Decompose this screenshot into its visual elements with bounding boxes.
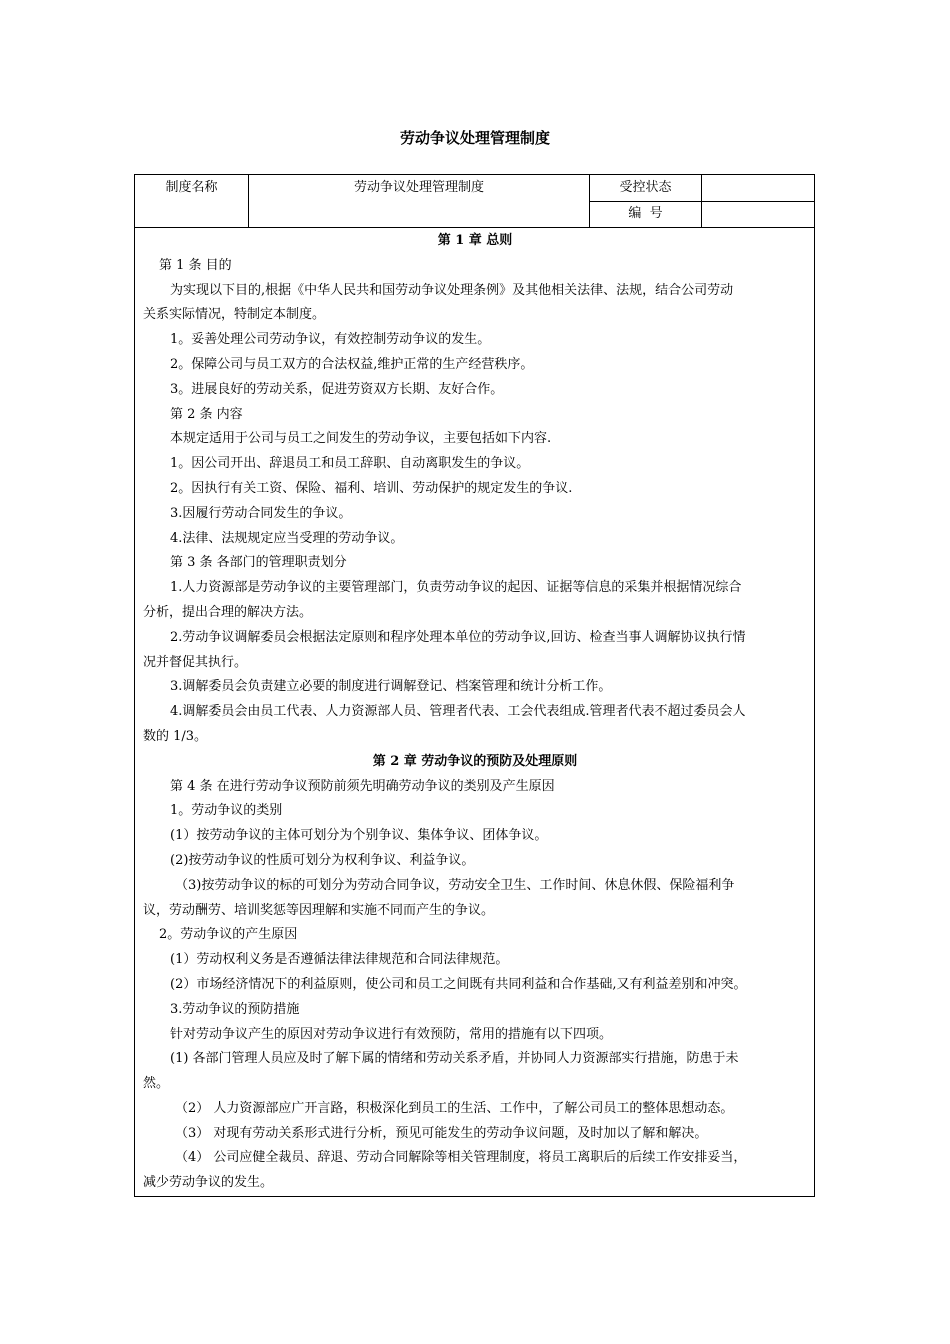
text-line: （4） 公司应健全裁员、辞退、劳动合同解除等相关管理制度，将员工离职后的后续工作安排妥当，	[175, 1150, 747, 1166]
text-line: (1）劳动权利义务是否遵循法律法律规范和合同法律规范。	[170, 952, 509, 968]
text-line: 3.因履行劳动合同发生的争议。	[170, 505, 352, 521]
text-line: 2.劳动争议调解委员会根据法定原则和程序处理本单位的劳动争议,回访、检查当事人调解协议执行情	[170, 629, 746, 645]
text-line: 3.调解委员会负责建立必要的制度进行调解登记、档案管理和统计分析工作。	[170, 679, 612, 695]
text-line: 议，劳动酬劳、培训奖惩等因理解和实施不同而产生的争议。	[143, 902, 495, 918]
text-line: 2。保障公司与员工双方的合法权益,维护正常的生产经营秩序。	[170, 356, 534, 372]
text-line: 减少劳动争议的发生。	[143, 1175, 274, 1191]
text-line: 第 2 条 内容	[170, 406, 243, 422]
text-line: 1。因公司开出、辞退员工和员工辞职、自动离职发生的争议。	[170, 456, 530, 472]
text-line: （3） 对现有劳动关系形式进行分析，预见可能发生的劳动争议问题，及时加以了解和解决。	[175, 1125, 708, 1141]
text-line: 关系实际情况，特制定本制度。	[143, 307, 326, 323]
regulation-table	[134, 174, 815, 1197]
text-line: 然。	[143, 1076, 170, 1092]
name-label: 制度名称	[165, 180, 218, 195]
text-line: 本规定适用于公司与员工之间发生的劳动争议，主要包括如下内容.	[170, 431, 552, 447]
text-line: 为实现以下目的,根据《中华人民共和国劳动争议处理条例》及其他相关法律、法规，结合公司劳动	[170, 282, 734, 298]
text-line: 针对劳动争议产生的原因对劳动争议进行有效预防，常用的措施有以下四项。	[170, 1026, 613, 1042]
status-label: 受控状态	[619, 180, 672, 195]
text-line: 第 1 条 目的	[159, 257, 232, 273]
text-line: (2）市场经济情况下的利益原则，使公司和员工之间既有共同利益和合作基础,又有利益差别和冲突。	[170, 976, 747, 992]
text-line: 3。进展良好的劳动关系，促进劳资双方长期、友好合作。	[170, 381, 504, 397]
text-line: 第 3 条 各部门的管理职责划分	[170, 555, 347, 571]
text-line: 第 4 条 在进行劳动争议预防前须先明确劳动争议的类别及产生原因	[170, 778, 555, 794]
text-line: （2） 人力资源部应广开言路，积极深化到员工的生活、工作中，了解公司员工的整体思想动态。	[175, 1100, 734, 1116]
text-line: (1) 各部门管理人员应及时了解下属的情绪和劳动关系矛盾，并协同人力资源部实行措施，防患于未	[170, 1051, 739, 1067]
text-line: 4.调解委员会由员工代表、人力资源部人员、管理者代表、工会代表组成.管理者代表不超过委员会人	[170, 704, 746, 720]
text-line: 2。劳动争议的产生原因	[159, 927, 298, 943]
text-line: 数的 1/3。	[143, 728, 208, 744]
text-line: 2。因执行有关工资、保险、福利、培训、劳动保护的规定发生的争议.	[170, 480, 573, 496]
text-line: 况并督促其执行。	[143, 654, 248, 670]
text-line: (2)按劳动争议的性质可划分为权利争议、利益争议。	[170, 852, 475, 868]
text-line: (1）按劳动争议的主体可划分为个别争议、集体争议、团体争议。	[170, 828, 548, 844]
text-line: 1。劳动争议的类别	[170, 803, 283, 819]
text-line: 4.法律、法规规定应当受理的劳动争议。	[170, 530, 404, 546]
chapter-heading: 第 1 章 总则	[437, 233, 513, 248]
number-label: 编 号	[628, 206, 663, 221]
document-title: 劳动争议处理管理制度	[399, 129, 550, 147]
text-line: 1.人力资源部是劳动争议的主要管理部门，负责劳动争议的起因、证据等信息的采集并根据情况综合	[170, 580, 742, 596]
name-value: 劳动争议处理管理制度	[353, 180, 484, 195]
regulation-body	[143, 229, 807, 1196]
text-line: 分析，提出合理的解决方法。	[143, 604, 313, 620]
chapter-heading: 第 2 章 劳动争议的预防及处理原则	[372, 753, 578, 769]
header-block	[135, 175, 814, 228]
text-line: 1。妥善处理公司劳动争议，有效控制劳动争议的发生。	[170, 332, 491, 348]
text-line: 3.劳动争议的预防措施	[170, 1001, 300, 1017]
text-line: （3)按劳动争议的标的可划分为劳动合同争议，劳动安全卫生、工作时间、休息休假、保险福利争	[175, 877, 735, 893]
